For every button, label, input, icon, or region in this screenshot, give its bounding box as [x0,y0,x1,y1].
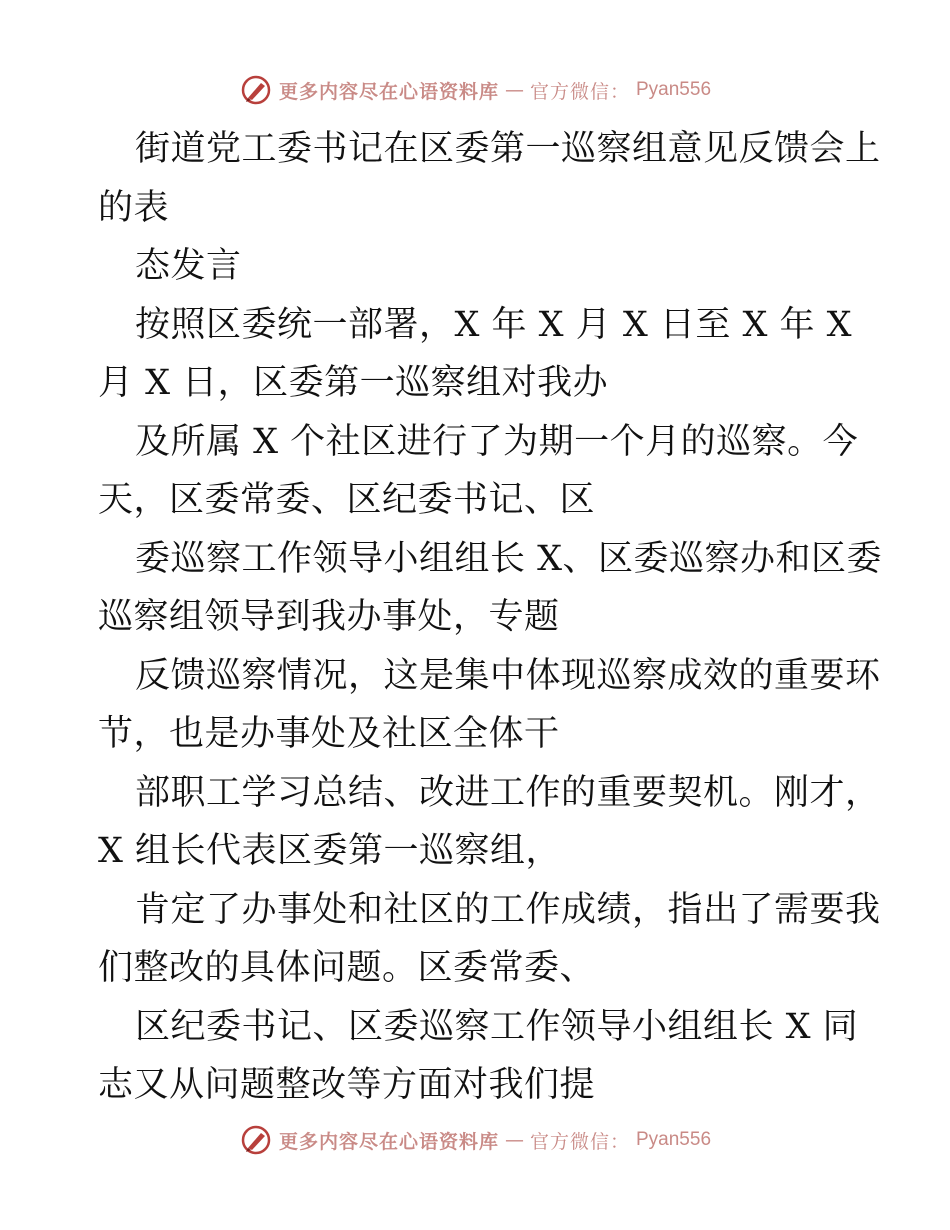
text-line: 区纪委书记、区委巡察工作领导小组组长 X 同 [135,1006,859,1047]
text-line: 志又从问题整改等方面对我们提 [98,1065,596,1105]
text-line: 肯定了办事处和社区的工作成绩，指出了需要我 [135,889,881,930]
text-line: 街道党工委书记在区委第一巡察组意见反馈会上 [135,129,881,169]
watermark-wechat-label: 官方微信： [529,1130,630,1153]
text-line: 委巡察工作领导小组组长 X、区委巡察办和区委 [135,538,883,579]
pen-logo-icon [239,73,273,107]
text-line: 们整改的具体问题。区委常委、 [98,948,596,988]
watermark-wechat-id: Pyan556 [636,79,712,100]
text-line: 部职工学习总结、改进工作的重要契机。刚才， [135,772,881,813]
document-body [98,120,883,1115]
watermark-dash: — [504,1129,524,1151]
watermark-wechat-label: 官方微信： [529,80,630,103]
watermark-dash: — [504,79,524,101]
text-line: 天，区委常委、区纪委书记、区 [98,480,596,520]
text-line: 巡察组领导到我办事处，专题 [98,597,560,637]
watermark-main-text: 更多内容尽在心语资料库 [278,80,499,103]
text-line: 反馈巡察情况，这是集中体现巡察成效的重要环 [135,655,881,696]
text-line: X 组长代表区委第一巡察组， [98,831,562,871]
text-line: 的表 [98,187,170,228]
footer-watermark [0,1120,950,1160]
watermark-main-text: 更多内容尽在心语资料库 [278,1130,499,1153]
text-line: 及所属 X 个社区进行了为期一个月的巡察。今 [135,421,859,462]
watermark-wechat-id: Pyan556 [636,1129,712,1150]
header-watermark [0,70,950,110]
text-line: 态发言 [135,246,242,286]
text-line: 月 X 日，区委第一巡察组对我办 [98,363,609,403]
text-line: 按照区委统一部署，X 年 X 月 X 日至 X 年 X [135,304,853,345]
text-line: 节，也是办事处及社区全体干 [98,714,560,754]
pen-logo-icon [239,1123,273,1157]
